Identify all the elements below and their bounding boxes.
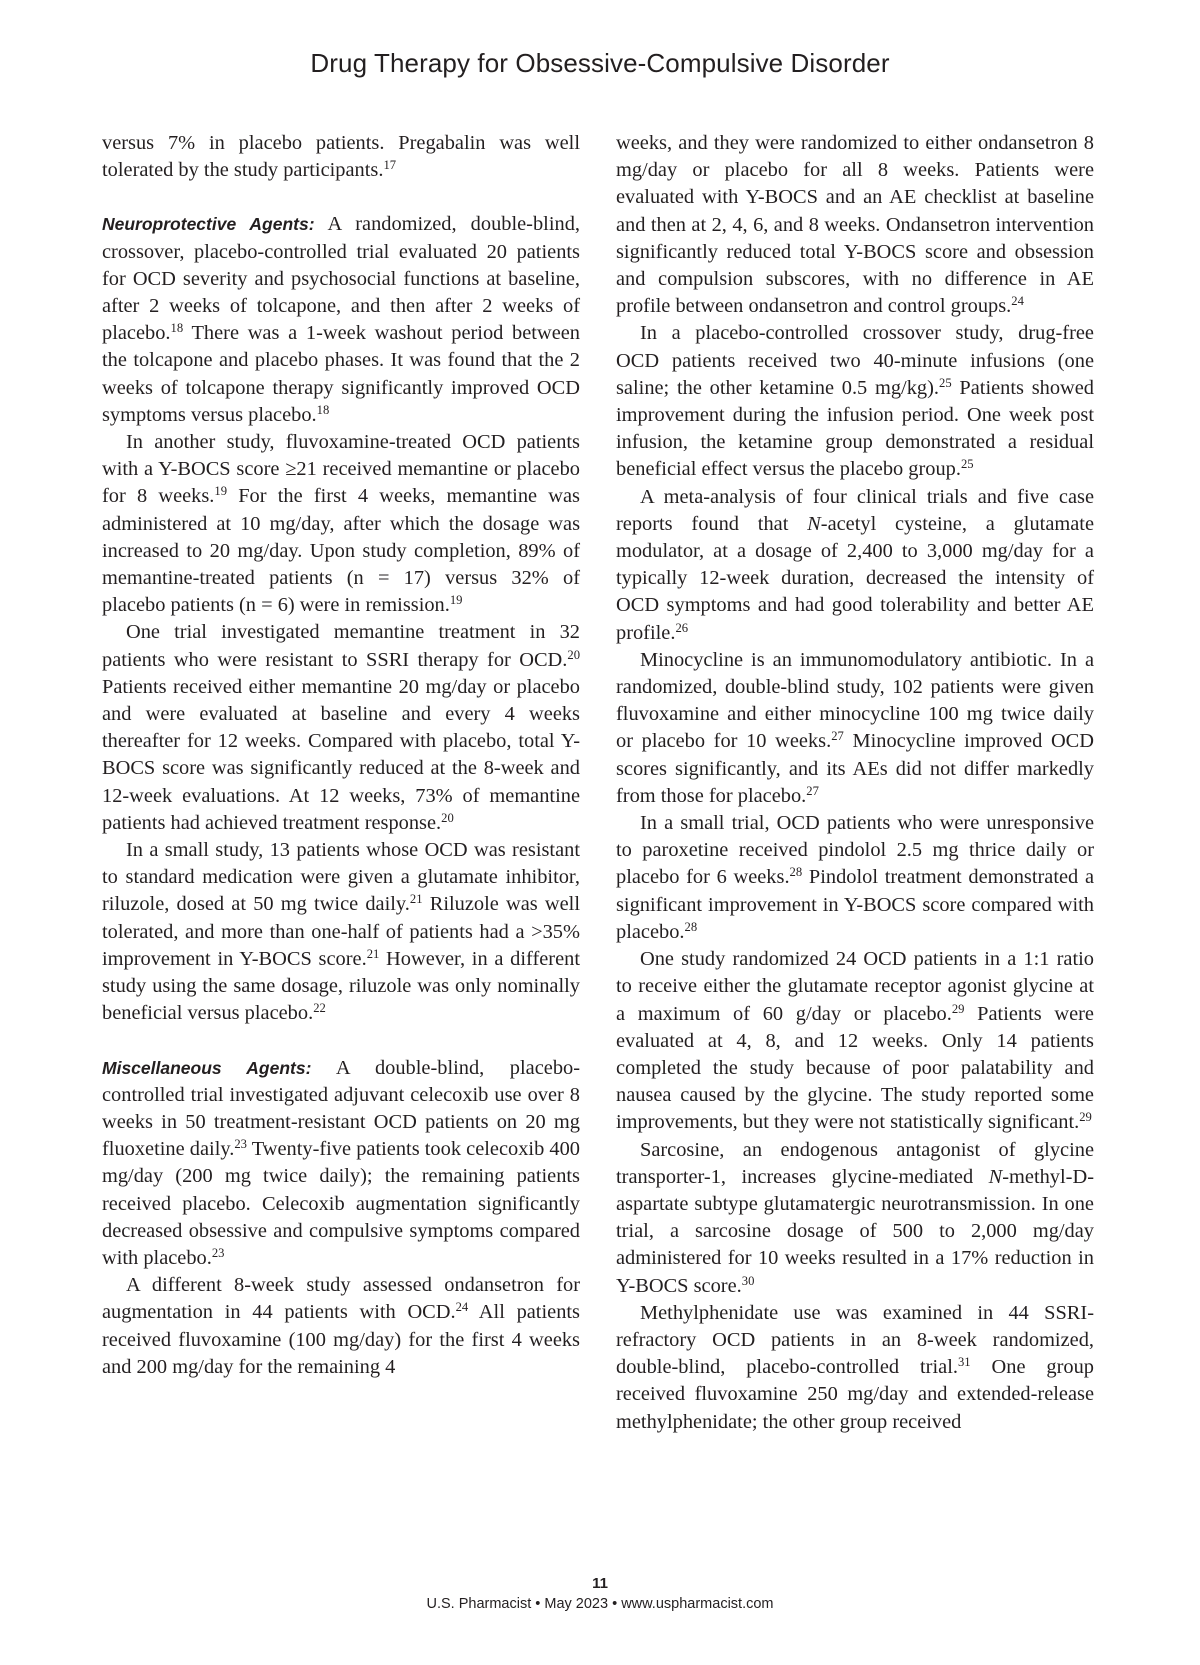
reference-marker: 26 (675, 620, 689, 635)
reference-marker: 21 (409, 892, 423, 907)
reference-marker: 24 (455, 1300, 469, 1315)
paragraph-memantine-ssri: One trial investigated memantine treatment in 32 patients who were resistant to SSRI therapy for OCD.$^{20}$ Patients received either memantine 20 mg/day or placebo and were evaluated at baseline and every 4 weeks thereafter for 12 weeks. Compared with placebo, total Y-BOCS score was significantly reduced at the 8-week and 12-week evaluations. At 12 weeks, 73% of memantine patients had achieved treatment response.$^{20}$ (102, 621, 580, 834)
reference-marker: 28 (684, 919, 698, 934)
paragraph-ketamine: In a placebo-controlled crossover study, drug-free OCD patients received two 40-minute infusions (one saline; the other ketamine 0.5 mg/kg).$^{25}$ Patients showed improvement during the infusion period. One week post infusion, the ketamine group demonstrated a residual beneficial effect versus the placebo group.$^{25}$ (616, 322, 1095, 481)
paragraph-sarcosine: Sarcosine, an endogenous antagonist of glycine transporter-1, increases glycine-mediated N-methyl-D-aspartate subtype glutamatergic neurotransmission. In one trial, a sarcosine dosage of 500 to 2,000 mg/day administered for 10 weeks resulted in a 17% reduction in Y-BOCS score.$^{30}$ (616, 1138, 1094, 1297)
paragraph-pindolol: In a small trial, OCD patients who were unresponsive to paroxetine received pindolol 2.5 mg thrice daily or placebo for 6 weeks.$^{28}$ Pindolol treatment demonstrated a significant improvement in Y-BOCS score compared with placebo.$^{28}$ (616, 812, 1094, 943)
reference-marker: 22 (313, 1001, 326, 1016)
reference-marker: 20 (441, 810, 454, 825)
reference-marker: 20 (567, 647, 580, 662)
publication-footer: U.S. Pharmacist • May 2023 • www.uspharmacist.com (426, 1596, 774, 1612)
page-number: 11 (592, 1575, 608, 1592)
reference-marker: 27 (806, 783, 819, 798)
reference-marker: 25 (960, 457, 974, 472)
reference-marker: 24 (1011, 294, 1024, 309)
paragraph-methylphenidate: Methylphenidate use was examined in 44 SSRI-refractory OCD patients in an 8-week randomized, double-blind, placebo-controlled trial.$^{31}$ One group received fluvoxamine 250 mg/day and extended-release methylphenidate; the other group received (616, 1301, 1094, 1433)
paragraph-neuroprotective: Neuroprotective Agents: A randomized, double-blind, crossover, placebo-controlled trial evaluated 20 patients for OCD severity and psychosocial functions at baseline, after 2 weeks of tolcapone, and then after 2 weeks of placebo.$^{18}$ There was a 1-week washout period between the tolcapone and placebo phases. It was found that the 2 weeks of tolcapone therapy significantly improved OCD symptoms versus placebo.$^{18}$ (102, 213, 580, 426)
reference-marker: 23 (234, 1137, 247, 1152)
reference-marker: 31 (957, 1355, 971, 1370)
reference-marker: 29 (1079, 1110, 1092, 1125)
paragraph-n-acetyl-cysteine: A meta-analysis of four clinical trials and five case reports found that N-acetyl cysteine, a glutamate modulator, at a dosage of 2,400 to 3,000 mg/day for a typically 12-week duration, decreased the intensity of OCD symptoms and had good tolerability and better AE profile.$^{26}$ (616, 485, 1094, 644)
section-heading-miscellaneous: Miscellaneous Agents: (102, 1057, 312, 1078)
right-column (616, 130, 1094, 1436)
reference-marker: 18 (316, 402, 330, 417)
reference-marker: 18 (170, 321, 184, 336)
reference-marker: 29 (951, 1001, 965, 1016)
paragraph-riluzole: In a small study, 13 patients whose OCD was resistant to standard medication were given a glutamate inhibitor, riluzole, dosed at 50 mg twice daily.$^{21}$ Riluzole was well tolerated, and more than one-half of patients had a >35% improvement in Y-BOCS score.$^{21}$ However, in a different study using the same dosage, riluzole was only nominally beneficial versus placebo.$^{22}$ (102, 839, 581, 1025)
section-heading-neuroprotective: Neuroprotective Agents: (102, 214, 315, 235)
reference-marker: 21 (366, 946, 380, 961)
reference-marker: 17 (383, 158, 397, 173)
reference-marker: 28 (789, 865, 803, 880)
reference-marker: 19 (449, 593, 463, 608)
paragraph-ondansetron: A different 8-week study assessed ondansetron for augmentation in 44 patients with OCD.$^{24}$ All patients received fluvoxamine (100 mg/day) for the first 4 weeks and 200 mg/day for the remaining 4 (102, 1274, 580, 1378)
paragraph-memantine-fluvoxamine: In another study, fluvoxamine-treated OCD patients with a Y-BOCS score ≥21 received memantine or placebo for 8 weeks.$^{19}$ For the first 4 weeks, memantine was administered at 10 mg/day, after which the dosage was increased to 20 mg/day. Upon study completion, 89% of memantine-treated patients (n = 17) versus 32% of placebo patients (n = 6) were in remission.$^{19}$ (102, 431, 580, 617)
paragraph-miscellaneous: Miscellaneous Agents: A double-blind, placebo-controlled trial investigated adjuvant celecoxib use over 8 weeks in 50 treatment-resistant OCD patients on 20 mg fluoxetine daily.$^{23}$ Twenty-five patients took celecoxib 400 mg/day (200 mg twice daily); the remaining patients received placebo. Celecoxib augmentation significantly decreased obsessive and compulsive symptoms compared with placebo.$^{23}$ (102, 1056, 580, 1269)
reference-marker: 23 (211, 1245, 225, 1260)
paragraph-pregabalin: versus 7% in placebo patients. Pregabalin was well tolerated by the study participants.$^{17}$ (102, 132, 580, 182)
reference-marker: 27 (831, 729, 844, 744)
reference-marker: 25 (939, 375, 952, 390)
running-header: Drug Therapy for Obsessive-Compulsive Disorder (310, 48, 890, 78)
paragraph-minocycline: Minocycline is an immunomodulatory antibiotic. In a randomized, double-blind study, 102 patients were given fluvoxamine and either minocycline 100 mg twice daily or placebo for 10 weeks.$^{27}$ Minocycline improved OCD scores significantly, and its AEs did not differ markedly from those for placebo.$^{27}$ (616, 648, 1094, 807)
reference-marker: 19 (214, 484, 228, 499)
left-column (102, 130, 580, 1381)
reference-marker: 30 (741, 1273, 755, 1288)
paragraph-glycine: One study randomized 24 OCD patients in a 1:1 ratio to receive either the glutamate receptor agonist glycine at a maximum of 60 g/day or placebo.$^{29}$ Patients were evaluated at 4, 8, and 12 weeks. Only 14 patients completed the study because of poor palatability and nausea caused by the glycine. The study reported some improvements, but they were not statistically significant.$^{29}$ (616, 948, 1094, 1134)
paragraph-ondansetron-continued: weeks, and they were randomized to either ondansetron 8 mg/day or placebo for all 8 weeks. Patients were evaluated with Y-BOCS and an AE checklist at baseline and then at 2, 4, 6, and 8 weeks. Ondansetron intervention significantly reduced total Y-BOCS score and obsession and compulsion subscores, with no difference in AE profile between ondansetron and control groups.$^{24}$ (616, 132, 1094, 318)
